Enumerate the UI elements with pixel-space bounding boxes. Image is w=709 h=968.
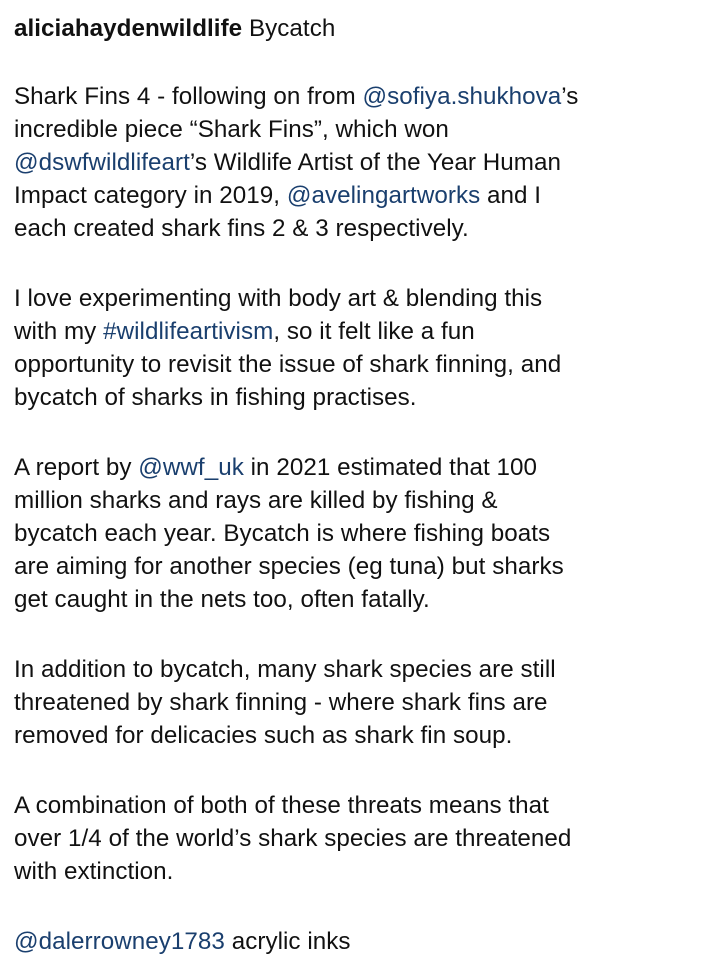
caption-paragraph-1 — [14, 80, 704, 245]
caption-line — [14, 451, 704, 484]
caption-line: threatened by shark finning - where shark fins are — [14, 689, 548, 716]
caption-line: I love experimenting with body art & blending this — [14, 285, 543, 312]
mention-link-dalerrowney1783[interactable]: @dalerrowney1783 — [14, 928, 225, 955]
caption-line — [14, 146, 704, 179]
caption-text: in 2021 estimated that 100 — [243, 454, 538, 481]
caption-text: ’s — [561, 83, 579, 110]
caption-text: ’s Wildlife Artist of the Year Human — [189, 149, 561, 176]
caption-paragraph-2 — [14, 282, 704, 414]
mention-link-avelingartworks[interactable]: @avelingartworks — [286, 182, 481, 209]
caption-line: million sharks and rays are killed by fishing & — [14, 487, 498, 514]
caption-paragraph-5 — [14, 789, 704, 888]
caption-text: and I — [480, 182, 542, 209]
caption-text: A report by — [14, 454, 139, 481]
mention-link-sofiya-shukhova[interactable]: @sofiya.shukhova — [362, 83, 562, 110]
caption-text: with my — [14, 318, 104, 345]
caption-line — [14, 925, 704, 958]
caption-line: each created shark fins 2 & 3 respectively. — [14, 215, 469, 242]
caption-paragraph-4 — [14, 653, 704, 752]
mention-link-wwf-uk[interactable]: @wwf_uk — [138, 454, 244, 481]
caption-line: get caught in the nets too, often fatally. — [14, 586, 430, 613]
post-caption — [14, 12, 704, 958]
caption-paragraph-6 — [14, 925, 704, 958]
caption-header — [14, 12, 704, 45]
caption-line: bycatch each year. Bycatch is where fishing boats — [14, 520, 551, 547]
caption-line — [14, 80, 704, 113]
caption-line: opportunity to revisit the issue of shark finning, and — [14, 351, 562, 378]
caption-line: bycatch of sharks in fishing practises. — [14, 384, 417, 411]
caption-line — [14, 179, 704, 212]
caption-line: with extinction. — [14, 858, 174, 885]
mention-link-dswfwildlifeart[interactable]: @dswfwildlifeart — [14, 149, 190, 176]
caption-line: removed for delicacies such as shark fin soup. — [14, 722, 513, 749]
username-link[interactable]: aliciahaydenwildlife — [14, 15, 243, 42]
caption-line: over 1/4 of the world’s shark species are threatened — [14, 825, 572, 852]
caption-line: In addition to bycatch, many shark species are still — [14, 656, 556, 683]
caption-paragraph-3 — [14, 451, 704, 616]
caption-text: , so it felt like a fun — [273, 318, 475, 345]
caption-text: Shark Fins 4 - following on from — [14, 83, 363, 110]
hashtag-link-wildlifeartivism[interactable]: #wildlifeartivism — [103, 318, 274, 345]
caption-line: A combination of both of these threats means that — [14, 792, 549, 819]
caption-text: acrylic inks — [224, 928, 351, 955]
caption-text: Impact category in 2019, — [14, 182, 287, 209]
caption-line — [14, 315, 704, 348]
caption-title: Bycatch — [248, 15, 336, 42]
caption-line: are aiming for another species (eg tuna) but sharks — [14, 553, 564, 580]
caption-line: incredible piece “Shark Fins”, which won — [14, 116, 449, 143]
